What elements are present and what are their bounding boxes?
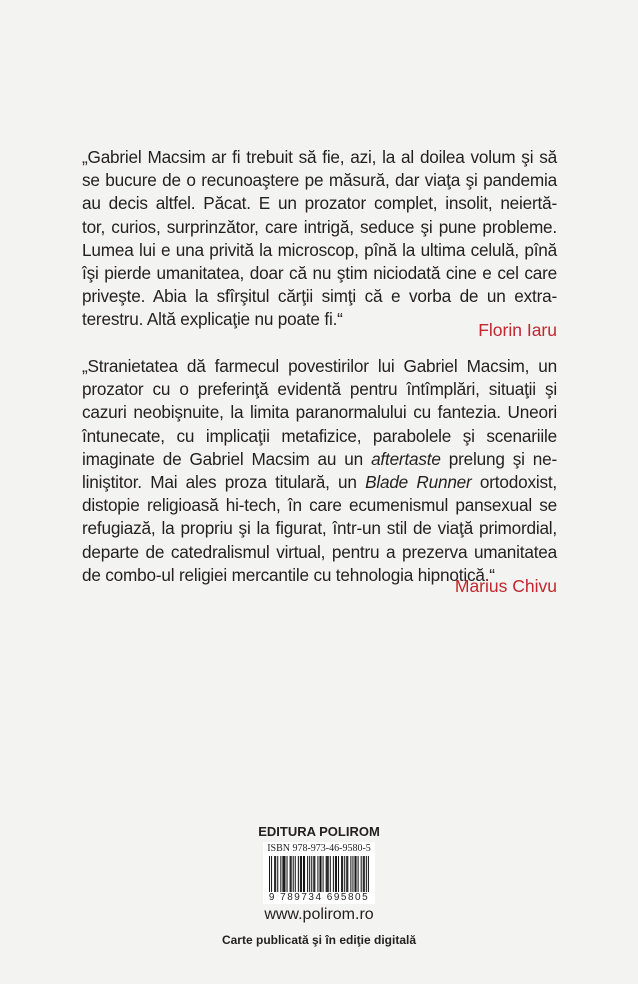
line-text: de combo-ul religiei mercantile cu tehnologia hipnotică.“ [82,564,495,585]
line-text: „Gabriel Macsim ar fi trebuit să fie, azi, la al doilea volum şi să [82,147,557,167]
barcode-bar [287,856,288,892]
quote-line [82,239,557,262]
barcode-bar [275,856,276,892]
barcode-bar [277,856,278,892]
quote-florin-iaru [82,146,557,332]
barcode-bar [291,856,292,892]
line-text: departe de catedralismul virtual, pentru a prezerva umanitatea [82,541,557,562]
line-text: ortodoxist, [471,471,558,492]
line-text: distopie religioasă hi-tech, în care ecumenismul pansexual se [82,495,557,516]
barcode-bar [271,856,272,892]
barcode-bar [323,856,324,892]
barcode-bar [311,856,312,892]
barcode-bar [366,856,367,892]
quote-line [82,494,557,517]
quote-author: Florin Iaru [478,320,557,340]
barcode-bar [364,856,365,892]
barcode-bar [342,856,343,892]
barcode-bar [361,856,362,892]
isbn-barcode [263,842,375,904]
barcode-bar [280,856,281,892]
quote-line [82,146,557,169]
publisher-name: EDITURA POLIROM [258,824,380,839]
line-text: imaginate de Gabriel Macsim au un [82,448,372,469]
barcode-bar [338,856,339,892]
quote-line [82,471,557,494]
barcode-bar [290,856,291,892]
barcode-bar [282,856,283,892]
barcode-digits: 9 789734 695805 [265,892,373,903]
barcode-bar [317,856,318,892]
italic-title: Blade Runner [365,471,472,492]
line-text: refugiază, la propriu şi la figurat, într-un stil de viaţă primordial, [82,518,557,539]
digital-edition-note: Carte publicată şi în ediţie digitală [221,933,417,947]
barcode-bar [341,856,342,892]
line-text: cazuri neobişnuite, la limita paranormalului cu fantezia. Uneori [82,402,557,423]
line-text: tor, curios, surprinzător, care intrigă, seduce şi pune probleme. [82,216,557,237]
quote-line [82,425,557,448]
barcode-bar [269,856,270,892]
barcode-bar [301,856,302,892]
quote-line [82,192,557,215]
barcode-bar [313,856,314,892]
barcode-bar [274,856,275,892]
barcode-bar [336,856,337,892]
barcode-bar [354,856,355,892]
barcode-bar [368,856,369,892]
line-text: îşi pierde umanitatea, doar că nu ştim niciodată cine e cel care [82,262,557,283]
barcode-bar [335,856,336,892]
quote-line [82,378,557,401]
quote-marius-chivu [82,355,557,587]
quote-line [82,355,557,378]
barcode-bar [293,856,294,892]
line-text: întunecate, cu implicaţii metafizice, parabolele şi scenariile [82,425,557,446]
barcode-bar [304,856,305,892]
barcode-bar [358,856,359,892]
barcode-bar [284,856,285,892]
barcode-bar [326,856,327,892]
line-text: terestru. Altă explicaţie nu poate fi.“ [82,309,343,330]
quote-line [82,262,557,285]
barcode-bar [346,856,347,892]
quote-line [82,517,557,540]
quote-line [82,401,557,424]
barcode-bar [350,856,351,892]
line-text: Lumea lui e una privită la microscop, pînă la ultima celulă, pînă [82,239,557,260]
barcode-bar [321,856,322,892]
quote-author: Marius Chivu [454,576,557,596]
quote-line [82,169,557,192]
barcode-bar [344,856,345,892]
barcode-bar [330,856,331,892]
barcode-bar [352,856,353,892]
barcode-bar [363,856,364,892]
quote-line [82,216,557,239]
website-link[interactable]: www.polirom.ro [264,906,374,923]
barcode-bars-icon [269,856,369,892]
barcode-bar [314,856,315,892]
barcode-bar [328,856,329,892]
line-text: liniştitor. Mai ales proza titulară, un [82,471,366,492]
line-text: prozator cu o preferinţă evidentă pentru întîmplări, situaţii şi [82,379,557,400]
line-text: au decis altfel. Păcat. E un prozator complet, insolit, neiertă- [82,193,557,214]
line-text: prelung şi ne- [440,448,557,469]
barcode-bar [309,856,310,892]
barcode-bar [333,856,334,892]
barcode-bar [283,856,284,892]
barcode-bar [319,856,320,892]
quote-line [82,448,557,471]
barcode-bar [298,856,299,892]
quote-line [82,285,557,308]
line-text: „Stranietatea dă farmecul povestirilor lui Gabriel Macsim, un [82,356,557,376]
line-text: se bucure de o recunoaştere pe măsură, dar viaţa şi pandemia [82,170,557,191]
barcode-bar [295,856,296,892]
barcode-bar [300,856,301,892]
quote-line [82,541,557,564]
italic-title: aftertaste [371,448,441,469]
barcode-bar [307,856,308,892]
barcode-bar [327,856,328,892]
barcode-bar [347,856,348,892]
line-text: priveşte. Abia la sfîrşitul cărţii simţi că e vorba de un extra- [82,286,557,307]
isbn-text: ISBN 978-973-46-9580-5 [267,843,371,854]
barcode-bar [303,856,304,892]
barcode-bar [356,856,357,892]
